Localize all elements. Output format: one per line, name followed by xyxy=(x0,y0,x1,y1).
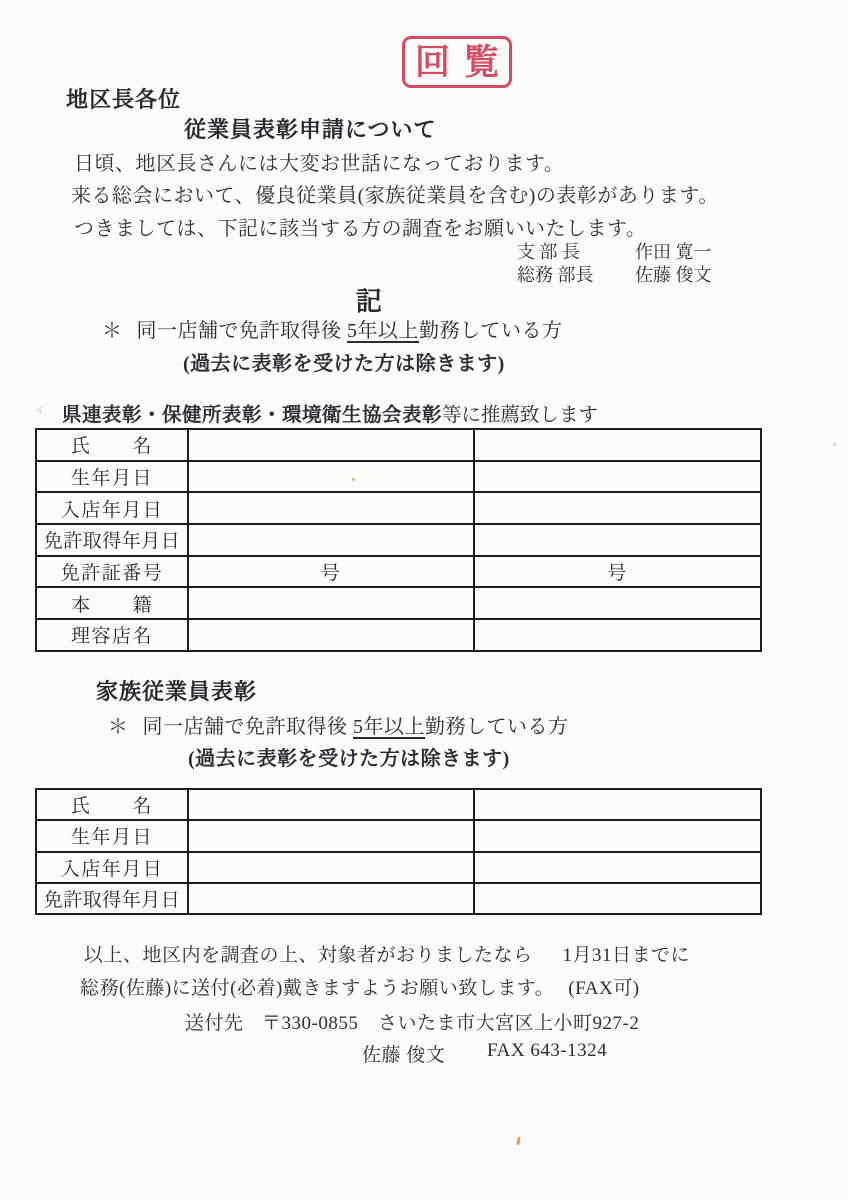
table-row xyxy=(36,789,761,820)
family-exclusion-note: (過去に表彰を受けた方は除きます) xyxy=(188,748,510,770)
table-row xyxy=(36,820,761,851)
row-label-registered-domicile: 本 籍 xyxy=(36,587,188,619)
family-employee-table xyxy=(35,788,762,915)
closing-text: 以上、地区内を調査の上、対象者がおりましたなら xyxy=(84,945,533,966)
empty-cell xyxy=(474,429,761,461)
empty-cell xyxy=(474,852,761,883)
empty-cell xyxy=(474,524,761,556)
empty-cell xyxy=(188,789,474,820)
closing-text: 総務(佐藤)に送付(必着)戴きますようお願い致します。 xyxy=(80,978,555,999)
empty-cell xyxy=(188,619,474,651)
table-row xyxy=(36,619,761,651)
empty-cell xyxy=(474,461,761,493)
empty-cell xyxy=(188,492,474,524)
closing-deadline: 1月31日までに xyxy=(562,945,691,966)
fax-ok-note: (FAX可) xyxy=(568,978,640,999)
row-label-birthdate: 生年月日 xyxy=(36,461,188,493)
row-label-name: 氏 名 xyxy=(36,789,188,820)
scan-speck xyxy=(833,443,836,446)
asterisk-marker: ＊ xyxy=(108,716,129,738)
table-row xyxy=(36,883,761,914)
fax-number: FAX 643-1324 xyxy=(487,1040,608,1061)
exclusion-note: (過去に表彰を受けた方は除きます) xyxy=(183,353,505,375)
table-row xyxy=(36,556,761,588)
signatory-role: 総務 部長 xyxy=(517,265,594,285)
closing-line-1 xyxy=(84,940,690,967)
signatory-row xyxy=(517,241,712,264)
table-row xyxy=(36,587,761,619)
eligibility-condition xyxy=(102,314,563,343)
stamp-text: 回覧 xyxy=(414,42,513,82)
record-heading: 記 xyxy=(355,287,384,316)
intro-line-2: 来る総会において、優良従業員(家族従業員を含む)の表彰があります。 xyxy=(71,185,719,207)
recommendation-emphasis: 県連表彰・保健所表彰・環境衛生協会表彰 xyxy=(62,404,443,426)
signatory-role: 支 部 長 xyxy=(517,242,580,262)
employee-table xyxy=(35,428,762,652)
empty-cell xyxy=(188,883,474,914)
recommendation-line xyxy=(62,399,598,427)
empty-cell xyxy=(474,492,761,524)
row-label-name: 氏 名 xyxy=(36,429,188,461)
signatory-name: 作田 寛一 xyxy=(635,242,712,262)
row-label-shop-name: 理容店名 xyxy=(36,619,188,651)
row-label-license-date: 免許取得年月日 xyxy=(36,524,188,556)
empty-cell xyxy=(474,587,761,619)
scan-speck: ヾ xyxy=(32,403,47,419)
address: さいたま市大宮区上小町927-2 xyxy=(378,1013,640,1034)
postal-code: 〒330-0855 xyxy=(262,1013,359,1034)
family-eligibility-condition xyxy=(108,710,569,739)
asterisk-marker: ＊ xyxy=(102,320,123,342)
table-row xyxy=(36,524,761,556)
scan-speck xyxy=(516,1137,521,1145)
empty-cell xyxy=(474,619,761,651)
empty-cell xyxy=(188,820,474,851)
table-row xyxy=(36,429,761,461)
empty-cell xyxy=(188,852,474,883)
row-label-birthdate: 生年月日 xyxy=(36,820,188,851)
license-number-unit: 号 xyxy=(188,556,474,588)
table-row xyxy=(36,492,761,524)
row-label-license-date: 免許取得年月日 xyxy=(36,883,188,914)
table-row xyxy=(36,852,761,883)
contact-name: 佐藤 俊文 xyxy=(362,1045,446,1066)
empty-cell xyxy=(474,820,761,851)
empty-cell xyxy=(188,587,474,619)
intro-line-3: つきましては、下記に該当する方の調査をお願いいたします。 xyxy=(74,218,647,240)
recommendation-rest: 等に推薦致します xyxy=(442,405,599,426)
send-to-label: 送付先 xyxy=(185,1013,244,1034)
salutation: 地区長各位 xyxy=(66,87,182,112)
empty-cell xyxy=(474,883,761,914)
table-row xyxy=(36,461,761,493)
signatory-name: 佐藤 俊文 xyxy=(635,265,712,285)
row-label-join-date: 入店年月日 xyxy=(36,852,188,883)
page-title: 従業員表彰申請について xyxy=(184,117,437,142)
condition-post: 勤務している方 xyxy=(419,320,563,342)
license-number-unit: 号 xyxy=(474,556,761,588)
signatory-block xyxy=(517,241,712,287)
signatory-row xyxy=(517,264,712,287)
condition-underlined: 5年以上 xyxy=(353,716,425,738)
row-label-license-number: 免許証番号 xyxy=(36,556,188,588)
intro-line-1: 日頃、地区長さんには大変お世話になっております。 xyxy=(74,153,565,175)
condition-pre: 同一店舗で免許取得後 xyxy=(136,320,347,342)
family-section-heading: 家族従業員表彰 xyxy=(96,679,258,704)
row-label-join-date: 入店年月日 xyxy=(36,492,188,524)
empty-cell xyxy=(188,461,474,493)
circulation-stamp xyxy=(402,36,512,88)
empty-cell xyxy=(188,429,474,461)
condition-underlined: 5年以上 xyxy=(347,320,419,342)
closing-line-2 xyxy=(80,973,640,1000)
empty-cell xyxy=(188,524,474,556)
condition-post: 勤務している方 xyxy=(425,716,569,738)
empty-cell xyxy=(474,789,761,820)
condition-pre: 同一店舗で免許取得後 xyxy=(142,716,353,738)
